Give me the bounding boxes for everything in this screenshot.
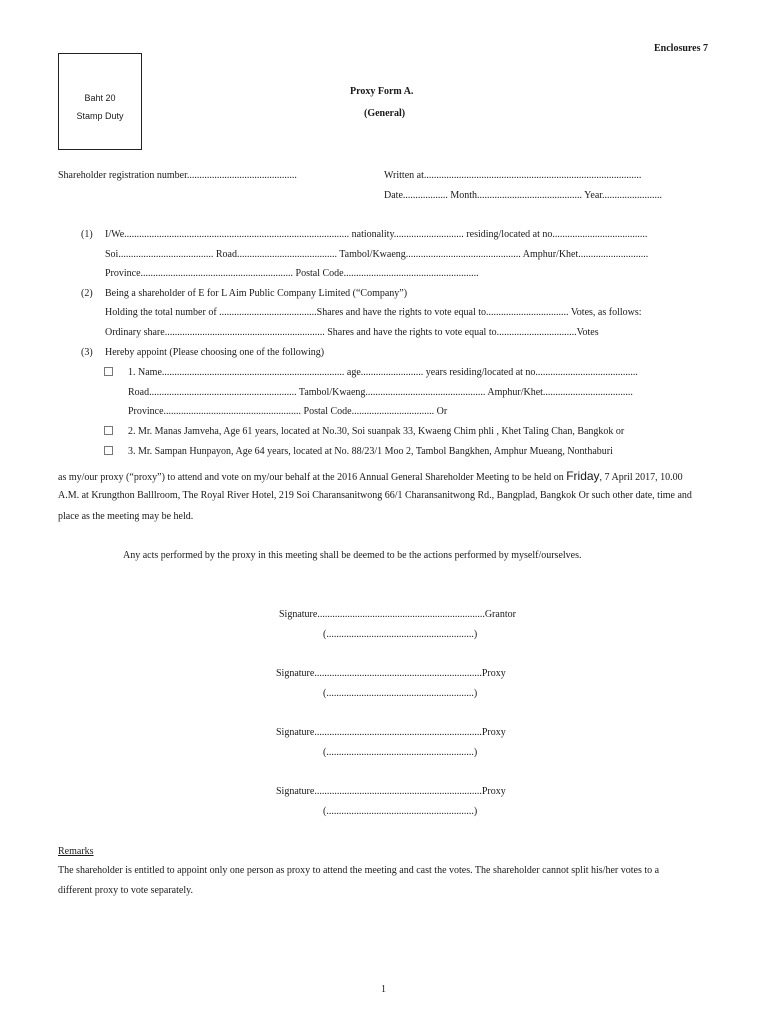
remarks-line-2: different proxy to vote separately. — [58, 885, 193, 896]
form-title: Proxy Form A. — [350, 86, 414, 97]
meeting-day: Friday — [566, 469, 600, 483]
page-number: 1 — [381, 984, 386, 995]
total-shares-field[interactable]: Holding the total number of .......................................Shares and have the rights to vote equal to................................. Votes, as follows: — [105, 307, 642, 318]
section-1-number: (1) — [81, 229, 93, 240]
section-3-number: (3) — [81, 347, 93, 358]
date-field[interactable]: Date.................. Month.......................................... Year........................ — [384, 190, 663, 201]
section-2-number: (2) — [81, 288, 93, 299]
shareholder-statement: Being a shareholder of E for L Aim Public Company Limited (“Company”) — [105, 288, 408, 299]
stamp-amount: Baht 20 — [84, 93, 116, 103]
shareholder-address-field[interactable]: Soi...................................... Road........................................ Tambol/Kwaeng.............................................. Amphur/Khet............................ — [105, 249, 649, 260]
enclosure-label: Enclosures 7 — [654, 43, 708, 54]
stamp-duty-box — [58, 53, 142, 150]
stamp-duty-label: Stamp Duty — [76, 111, 124, 121]
proxy-option-1-province-field[interactable]: Province....................................................... Postal Code................................. Or — [128, 406, 448, 417]
written-at-field[interactable]: Written at....................................................................................... — [384, 170, 642, 181]
remarks-line-1: The shareholder is entitled to appoint only one person as proxy to attend the meeting and cast the votes. The shareholder cannot split his/her votes to a — [58, 865, 660, 876]
proxy-1-name-field[interactable]: (...........................................................) — [323, 688, 478, 699]
proxy-paragraph-text: as my/our proxy (“proxy”) to attend and vote on my/our behalf at the 2016 Annual General Shareholder Meeting to be held on — [58, 472, 567, 483]
proxy-option-1-address-field[interactable]: Road........................................................... Tambol/Kwaeng................................................ Amphur/Khet.................................... — [128, 387, 633, 398]
proxy-paragraph-line-3: place as the meeting may be held. — [58, 511, 194, 522]
proxy-paragraph-line-1 — [58, 469, 683, 483]
proxy-option-3-checkbox[interactable] — [104, 446, 113, 455]
grantor-name-field[interactable]: (...........................................................) — [323, 629, 478, 640]
meeting-date: , 7 April 2017, 10.00 — [599, 472, 683, 483]
proxy-2-name-field[interactable]: (...........................................................) — [323, 747, 478, 758]
shareholder-province-field[interactable]: Province............................................................. Postal Code...................................................... — [105, 268, 479, 279]
grantor-signature-field[interactable]: Signature...................................................................Grantor — [279, 609, 516, 620]
proxy-option-1-checkbox[interactable] — [104, 367, 113, 376]
proxy-option-2-checkbox[interactable] — [104, 426, 113, 435]
proxy-2-signature-field[interactable]: Signature...................................................................Proxy — [276, 727, 506, 738]
proxy-option-3-label: 3. Mr. Sampan Hunpayon, Age 64 years, located at No. 88/23/1 Moo 2, Tambol Bangkhen, Amphur Mueang, Nonthaburi — [128, 446, 613, 457]
proxy-3-name-field[interactable]: (...........................................................) — [323, 806, 478, 817]
proxy-1-signature-field[interactable]: Signature...................................................................Proxy — [276, 668, 506, 679]
remarks-heading: Remarks — [58, 846, 94, 857]
form-subtitle: (General) — [364, 108, 406, 119]
shareholder-name-field[interactable]: I/We.......................................................................................... nationality............................ residing/located at no...................................... — [105, 229, 648, 240]
proxy-option-2-label: 2. Mr. Manas Jamveha, Age 61 years, located at No.30, Soi suanpak 33, Kwaeng Chim phli , Khet Taling Chan, Bangkok or — [128, 426, 625, 437]
acts-statement: Any acts performed by the proxy in this meeting shall be deemed to be the actions performed by myself/ourselves. — [123, 550, 582, 561]
proxy-paragraph-line-2: A.M. at Krungthon Balllroom, The Royal River Hotel, 219 Soi Charansanitwong 66/1 Charansanitwong Rd., Bangplad, Bangkok Or such other date, time and — [58, 490, 692, 501]
proxy-option-1-name-field[interactable]: 1. Name......................................................................... age......................... years residing/located at no......................................... — [128, 367, 638, 378]
ordinary-shares-field[interactable]: Ordinary share................................................................ Shares and have the rights to vote equal to................................Votes — [105, 327, 599, 338]
appoint-instruction: Hereby appoint (Please choosing one of the following) — [105, 347, 325, 358]
proxy-3-signature-field[interactable]: Signature...................................................................Proxy — [276, 786, 506, 797]
registration-number-field[interactable]: Shareholder registration number............................................ — [58, 170, 297, 181]
